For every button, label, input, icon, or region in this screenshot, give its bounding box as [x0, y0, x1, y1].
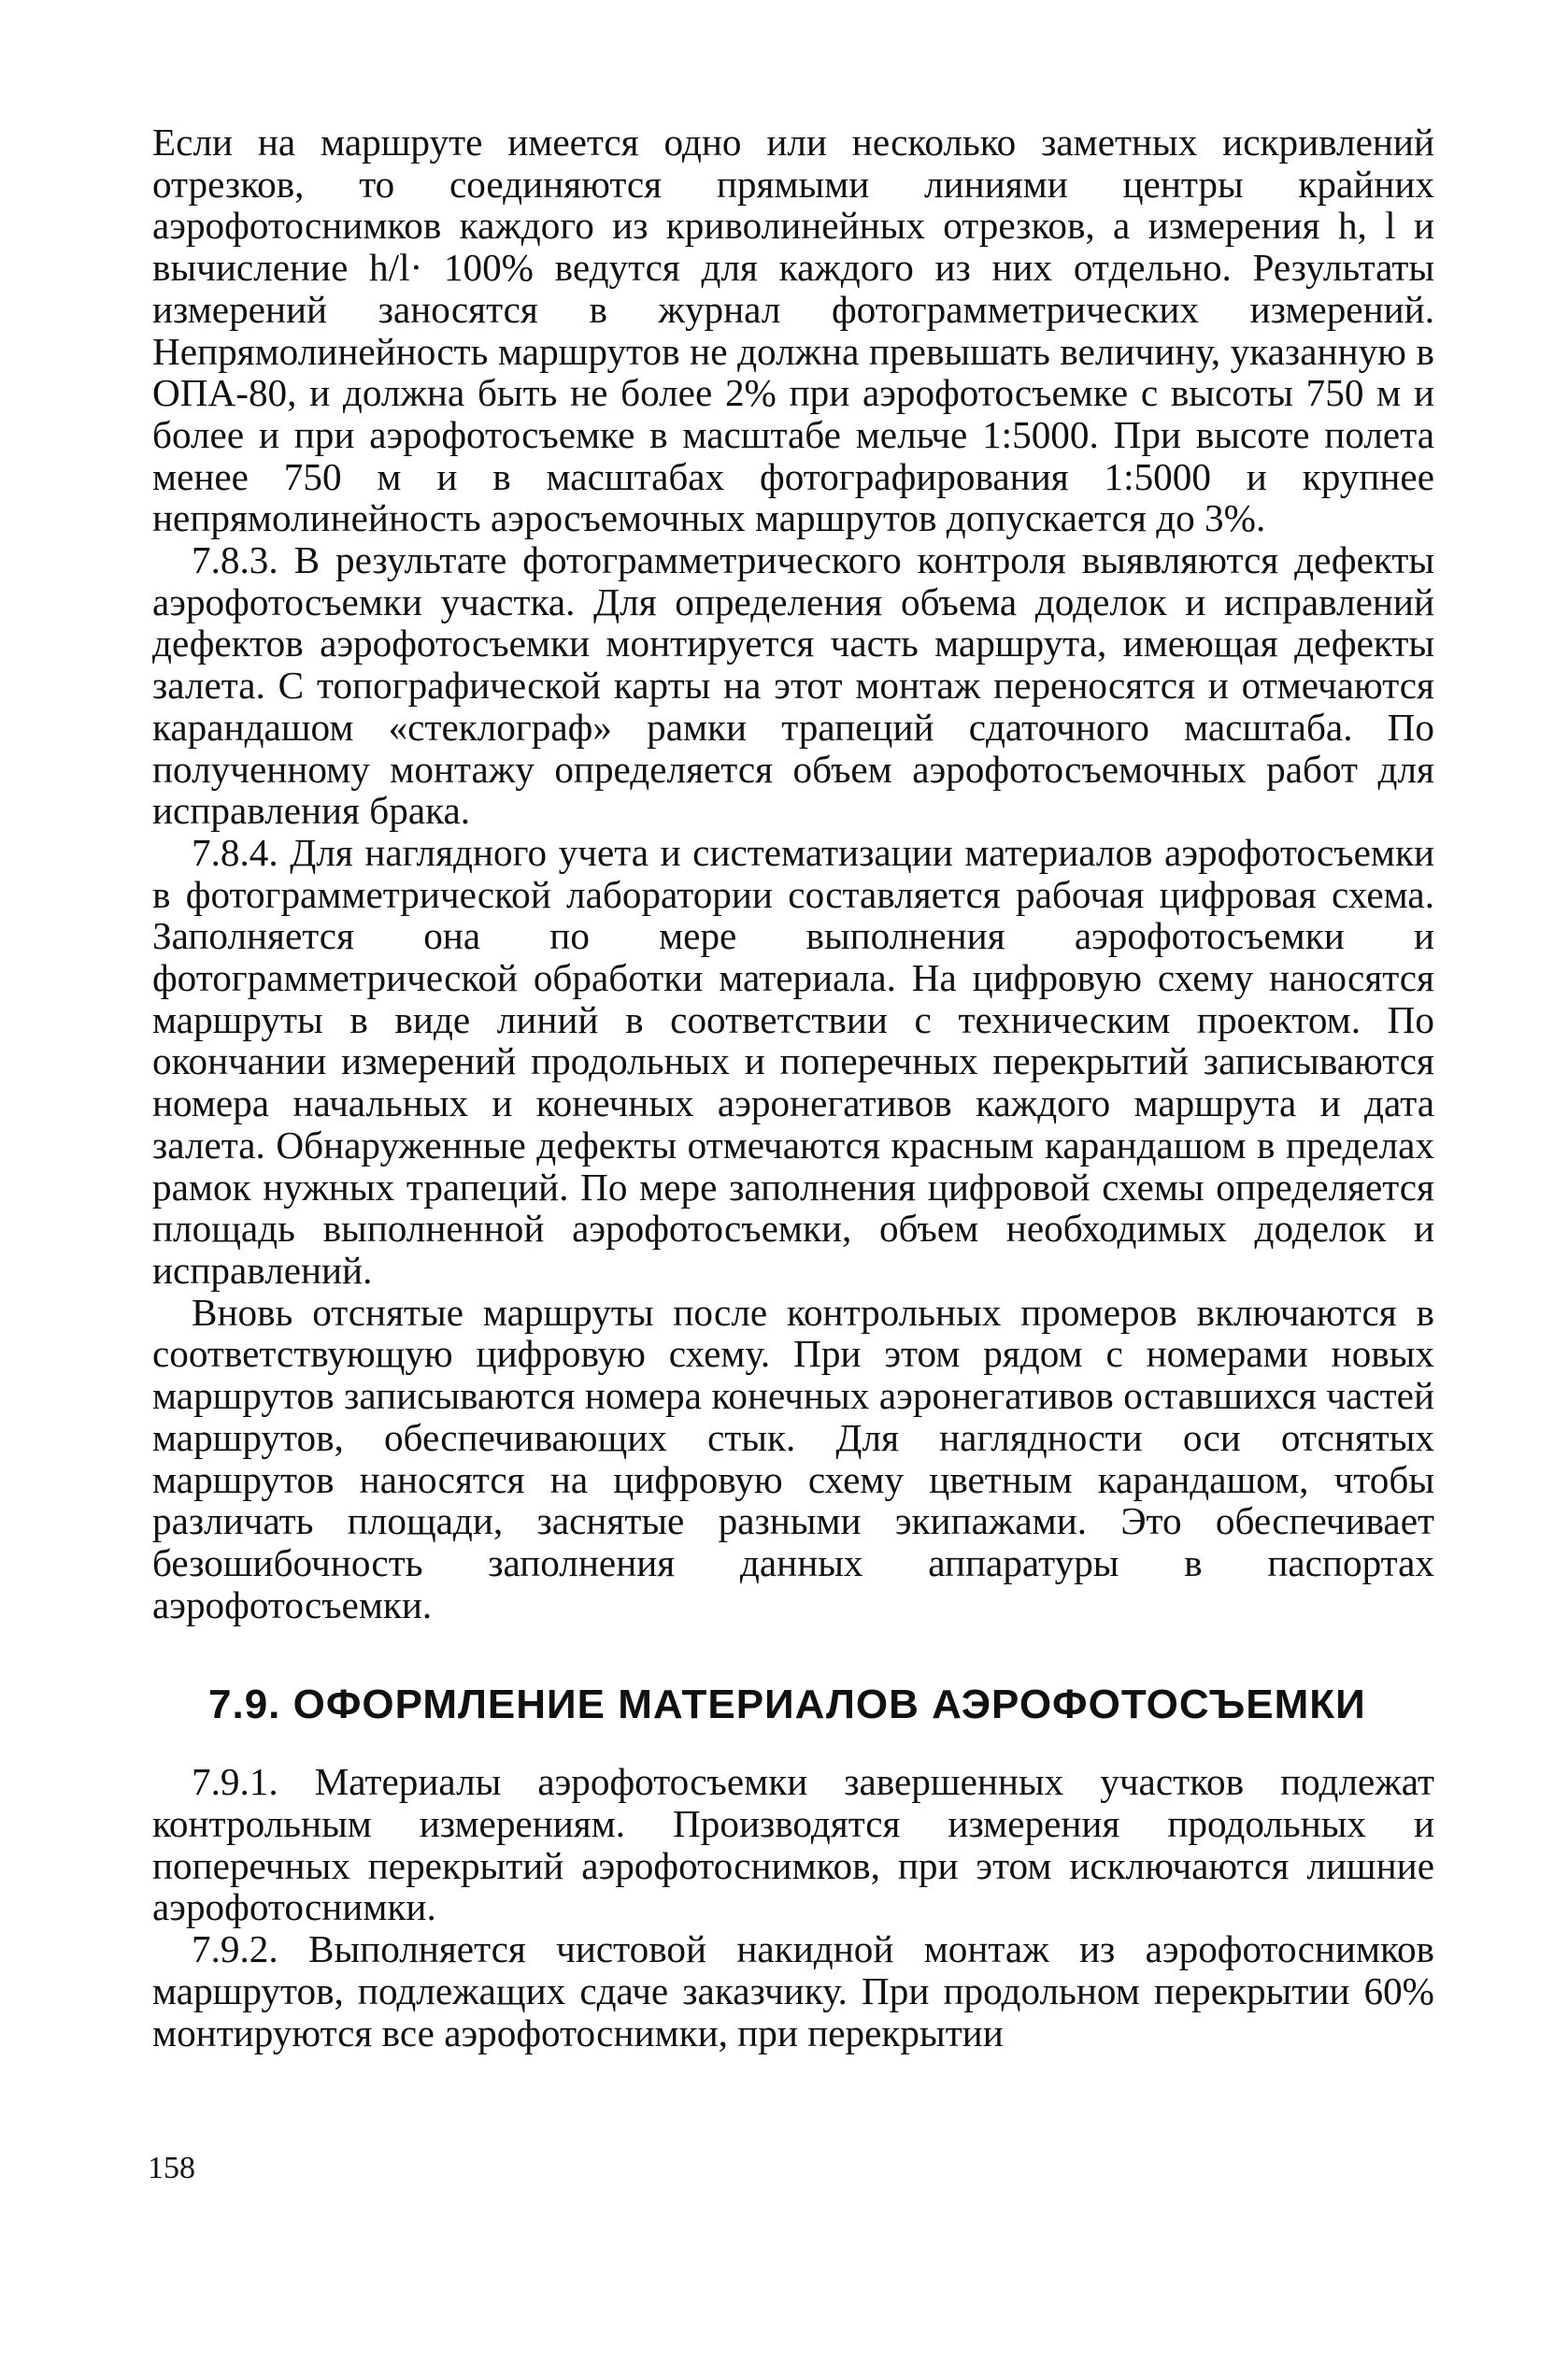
page-number: 158	[148, 2151, 195, 2185]
page-body	[152, 122, 1434, 2054]
paragraph-7-9-2: 7.9.2. Выполняется чистовой накидной монтаж из аэрофотоснимков маршрутов, подлежащих сдаче заказчику. При продольном перекрытии 60% монтируются все аэрофотоснимки, при перекрытии	[152, 1927, 1434, 2054]
paragraph-new-routes: Вновь отснятые маршруты после контрольных промеров включаются в соответствующую цифровую схему. При этом рядом с номерами новых маршрутов записываются номера конечных аэронегативов оставшихся частей маршрутов, обеспечивающих стык. Для наглядности оси отснятых маршрутов наносятся на цифровую схему цветным карандашом, чтобы различать площади, заснятые разными экипажами. Это обеспечивает безошибочность заполнения данных аппаратуры в паспортах аэрофотосъемки.	[152, 1290, 1434, 1626]
paragraph-7-8-4: 7.8.4. Для наглядного учета и систематизации материалов аэрофотосъемки в фотограмметрической лаборатории составляется рабочая цифровая схема. Заполняется она по мере выполнения аэрофотосъемки и фотограмметрической обработки материала. На цифровую схему наносятся маршруты в виде линий в соответствии с техническим проектом. По окончании измерений продольных и поперечных перекрытий записываются номера начальных и конечных аэронегативов каждого маршрута и дата залета. Обнаруженные дефекты отмечаются красным карандашом в пределах рамок нужных трапеций. По мере заполнения цифровой схемы определяется площадь выполненной аэрофотосъемки, объем необходимых доделок и исправлений.	[152, 830, 1434, 1292]
paragraph-7-9-1: 7.9.1. Материалы аэрофотосъемки завершенных участков подлежат контрольным измерениям. Производятся измерения продольных и поперечных перекрытий аэрофотоснимков, при этом исключаются лишние аэрофотоснимки.	[152, 1760, 1434, 1929]
paragraph-route-curvature: Если на маршруте имеется одно или несколько заметных искривлений отрезков, то соединяются прямыми линиями центры крайних аэрофотоснимков каждого из криволинейных отрезков, а измерения h, l и вычисление h/l· 100% ведутся для каждого из них отдельно. Результаты измерений заносятся в журнал фотограмметрических измерений. Непрямолинейность маршрутов не должна превышать величину, указанную в ОПА-80, и должна быть не более 2% при аэрофотосъемке с высоты 750 м и более и при аэрофотосъемке в масштабе мельче 1:5000. При высоте полета менее 750 м и в масштабах фотографирования 1:5000 и крупнее непрямолинейность аэросъемочных маршрутов допускается до 3%.	[152, 121, 1434, 540]
paragraph-7-8-3: 7.8.3. В результате фотограмметрического контроля выявляются дефекты аэрофотосъемки участка. Для определения объема доделок и исправлений дефектов аэрофотосъемки монтируется часть маршрута, имеющая дефекты залета. С топографической карты на этот монтаж переносятся и отмечаются карандашом «стеклограф» рамки трапеций сдаточного масштаба. По полученному монтажу определяется объем аэрофотосъемочных работ для исправления брака.	[152, 538, 1434, 833]
section-heading-7-9: 7.9. ОФОРМЛЕНИЕ МАТЕРИАЛОВ АЭРОФОТОСЪЕМКИ	[208, 1682, 1366, 1728]
